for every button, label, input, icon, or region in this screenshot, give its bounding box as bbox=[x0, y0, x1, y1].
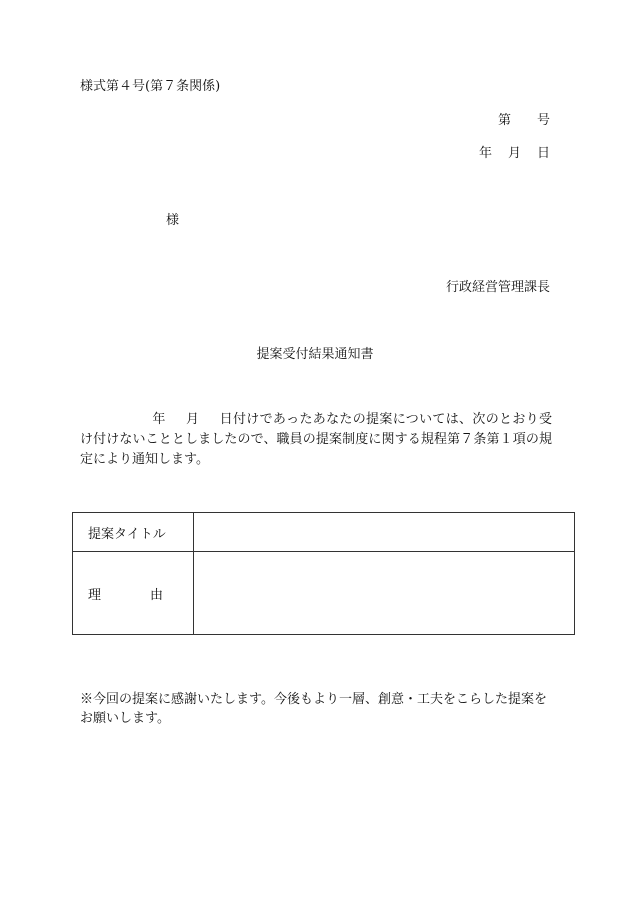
title-label: 提案タイトル bbox=[73, 513, 194, 552]
table-row-reason bbox=[73, 552, 575, 635]
reason-value bbox=[194, 552, 575, 635]
sender: 行政経営管理課長 bbox=[445, 280, 550, 295]
body-paragraph: 日付けであったあなたの提案については、次のとおり受け付けないこととしましたので、職員の提案制度に関する規程第７条第１項の規定により通知します。 bbox=[80, 412, 552, 467]
doc-number-suffix: 号 bbox=[536, 113, 550, 128]
date-month: 月 bbox=[507, 146, 521, 161]
form-number: 様式第４号(第７条関係) bbox=[80, 79, 221, 94]
reason-label-1: 理 bbox=[88, 587, 102, 603]
reason-label bbox=[73, 552, 194, 635]
body-text bbox=[80, 410, 552, 470]
date-day: 日 bbox=[536, 146, 550, 161]
closing-note: ※今回の提案に感謝いたします。今後もより一層、創意・工夫をこらした提案をお願いします。 bbox=[80, 692, 547, 726]
info-table bbox=[72, 512, 575, 635]
body-year: 年 bbox=[152, 412, 166, 427]
table-row-title bbox=[73, 513, 575, 552]
addressee: 様 bbox=[166, 213, 180, 228]
document-number bbox=[498, 114, 550, 127]
document-date bbox=[479, 147, 550, 160]
title-value bbox=[194, 513, 575, 552]
doc-number-prefix: 第 bbox=[497, 113, 511, 128]
document-title: 提案受付結果通知書 bbox=[256, 347, 374, 362]
date-year: 年 bbox=[478, 146, 492, 161]
reason-label-2: 由 bbox=[149, 587, 163, 603]
body-month: 月 bbox=[185, 412, 200, 427]
